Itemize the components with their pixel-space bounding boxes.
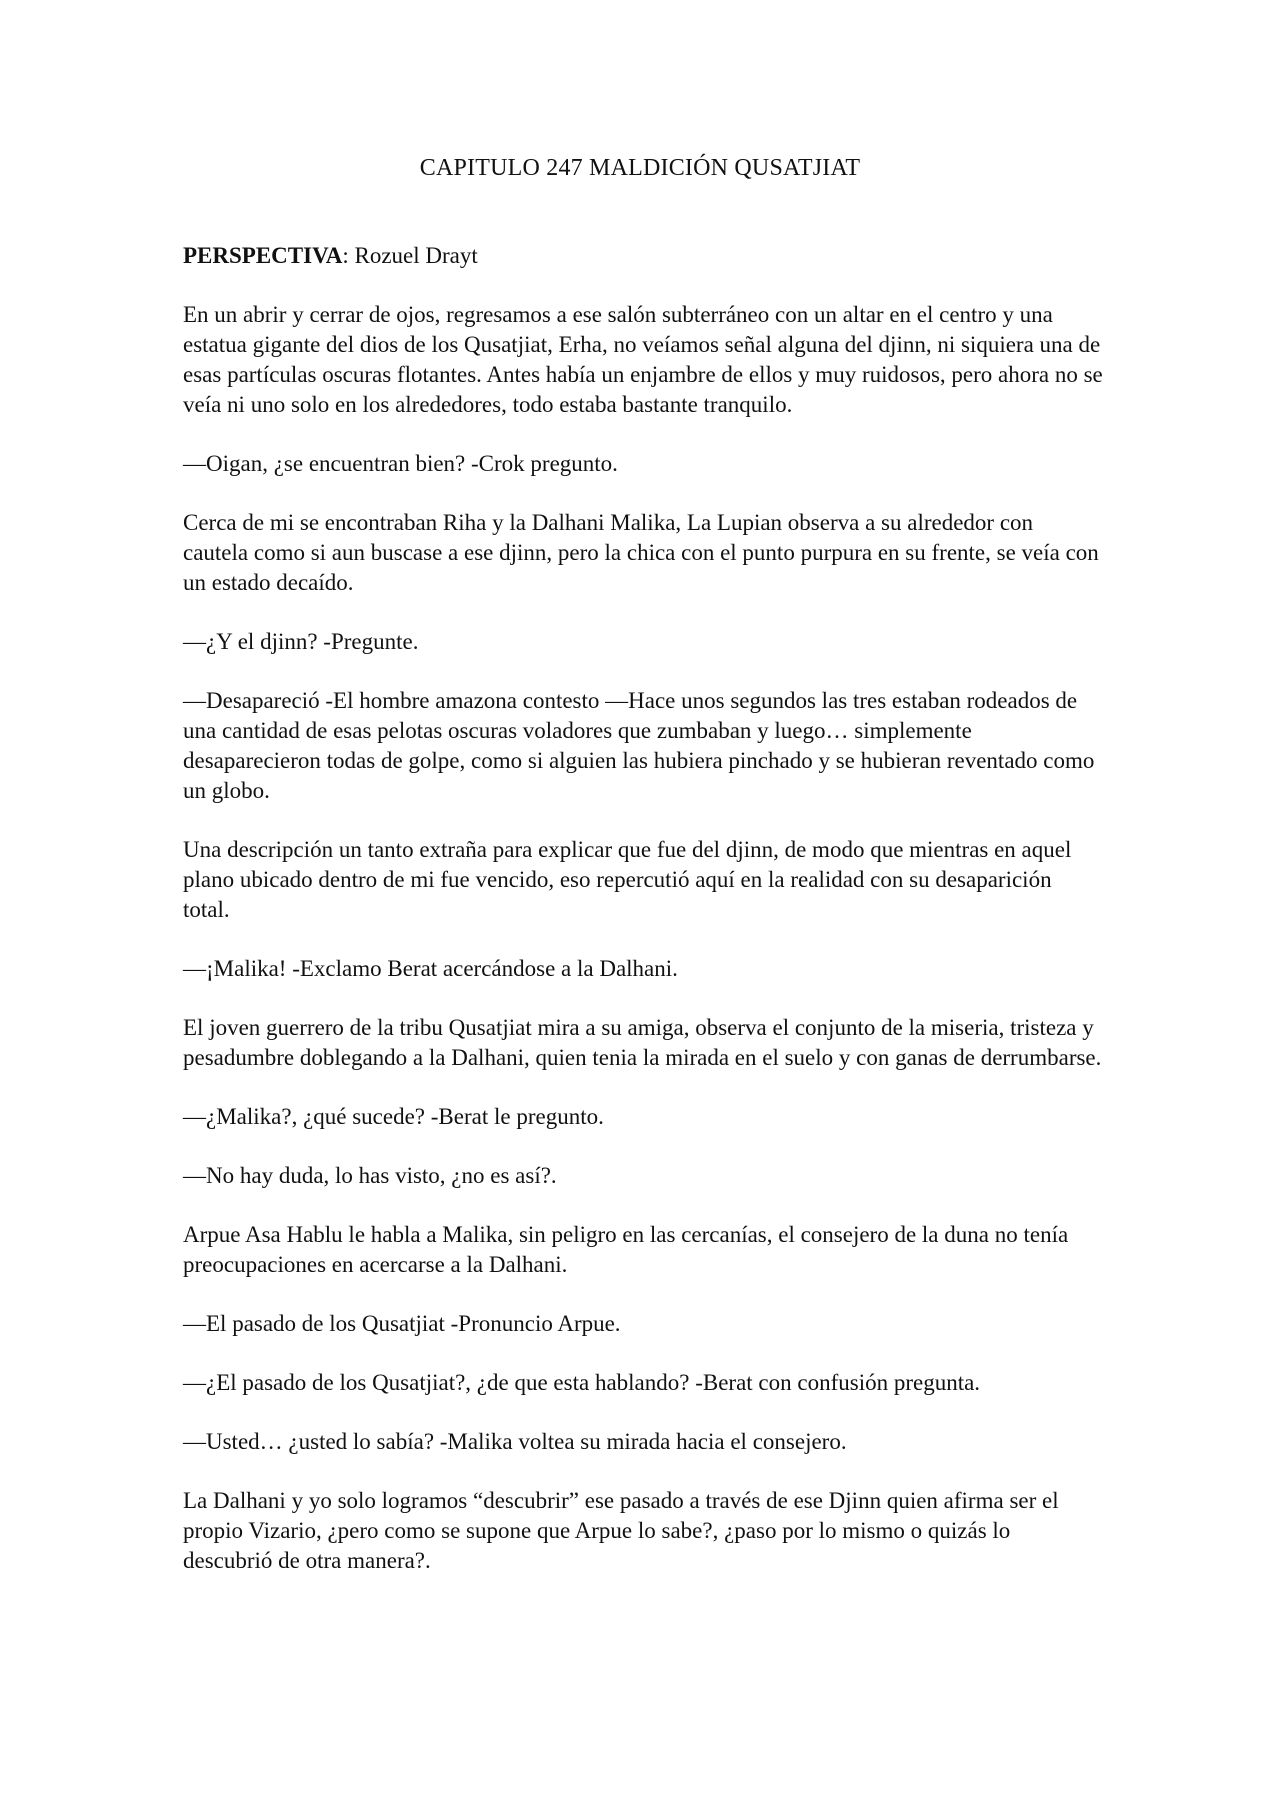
paragraph: Cerca de mi se encontraban Riha y la Dalhani Malika, La Lupian observa a su alrededor con cautela como si aun buscase a ese djinn, pero la chica con el punto purpura en su frente, se veía con un estado decaído. [183, 510, 1099, 595]
paragraph: —Desapareció -El hombre amazona contesto —Hace unos segundos las tres estaban rodeados de una cantidad de esas pelotas oscuras voladores que zumbaban y luego… simplemente desaparecieron todas de golpe, como si alguien las hubiera pinchado y se hubieran reventado como un globo. [183, 688, 1095, 803]
paragraph: La Dalhani y yo solo logramos “descubrir” ese pasado a través de ese Djinn quien afirma ser el propio Vizario, ¿pero como se supone que Arpue lo sabe?, ¿paso por lo mismo o quizás lo descubrió de otra manera?. [183, 1488, 1059, 1573]
paragraph: —¡Malika! -Exclamo Berat acercándose a la Dalhani. [183, 956, 678, 981]
paragraph: —¿Malika?, ¿qué sucede? -Berat le pregunto. [183, 1104, 604, 1129]
perspective-separator: : [342, 243, 349, 268]
perspective-line [183, 241, 1103, 271]
paragraph: Arpue Asa Hablu le habla a Malika, sin peligro en las cercanías, el consejero de la duna no tenía preocupaciones en acercarse a la Dalhani. [183, 1222, 1069, 1277]
paragraph: —Usted… ¿usted lo sabía? -Malika voltea su mirada hacia el consejero. [183, 1429, 847, 1454]
paragraph: —El pasado de los Qusatjiat -Pronuncio Arpue. [183, 1311, 621, 1336]
paragraph: —Oigan, ¿se encuentran bien? -Crok pregunto. [183, 451, 618, 476]
document-body [183, 241, 1103, 1605]
chapter-title: CAPITULO 247 MALDICIÓN QUSATJIAT [419, 155, 861, 181]
paragraph: —¿El pasado de los Qusatjiat?, ¿de que esta hablando? -Berat con confusión pregunta. [183, 1370, 981, 1395]
paragraph: El joven guerrero de la tribu Qusatjiat mira a su amiga, observa el conjunto de la miseria, tristeza y pesadumbre doblegando a la Dalhani, quien tenia la mirada en el suelo y con ganas de derrumbarse. [183, 1015, 1102, 1070]
paragraph: —No hay duda, lo has visto, ¿no es así?. [183, 1163, 557, 1188]
paragraph: Una descripción un tanto extraña para explicar que fue del djinn, de modo que mientras en aquel plano ubicado dentro de mi fue vencido, eso repercutió aquí en la realidad con su desaparición total. [183, 837, 1072, 922]
paragraph: En un abrir y cerrar de ojos, regresamos a ese salón subterráneo con un altar en el centro y una estatua gigante del dios de los Qusatjiat, Erha, no veíamos señal alguna del djinn, ni siquiera una de esas partículas oscuras flotantes. Antes había un enjambre de ellos y muy ruidosos, pero ahora no se veía ni uno solo en los alrededores, todo estaba bastante tranquilo. [183, 302, 1103, 417]
perspective-name: Rozuel Drayt [348, 243, 478, 268]
perspective-label: PERSPECTIVA [183, 243, 343, 268]
paragraph: —¿Y el djinn? -Pregunte. [183, 629, 419, 654]
